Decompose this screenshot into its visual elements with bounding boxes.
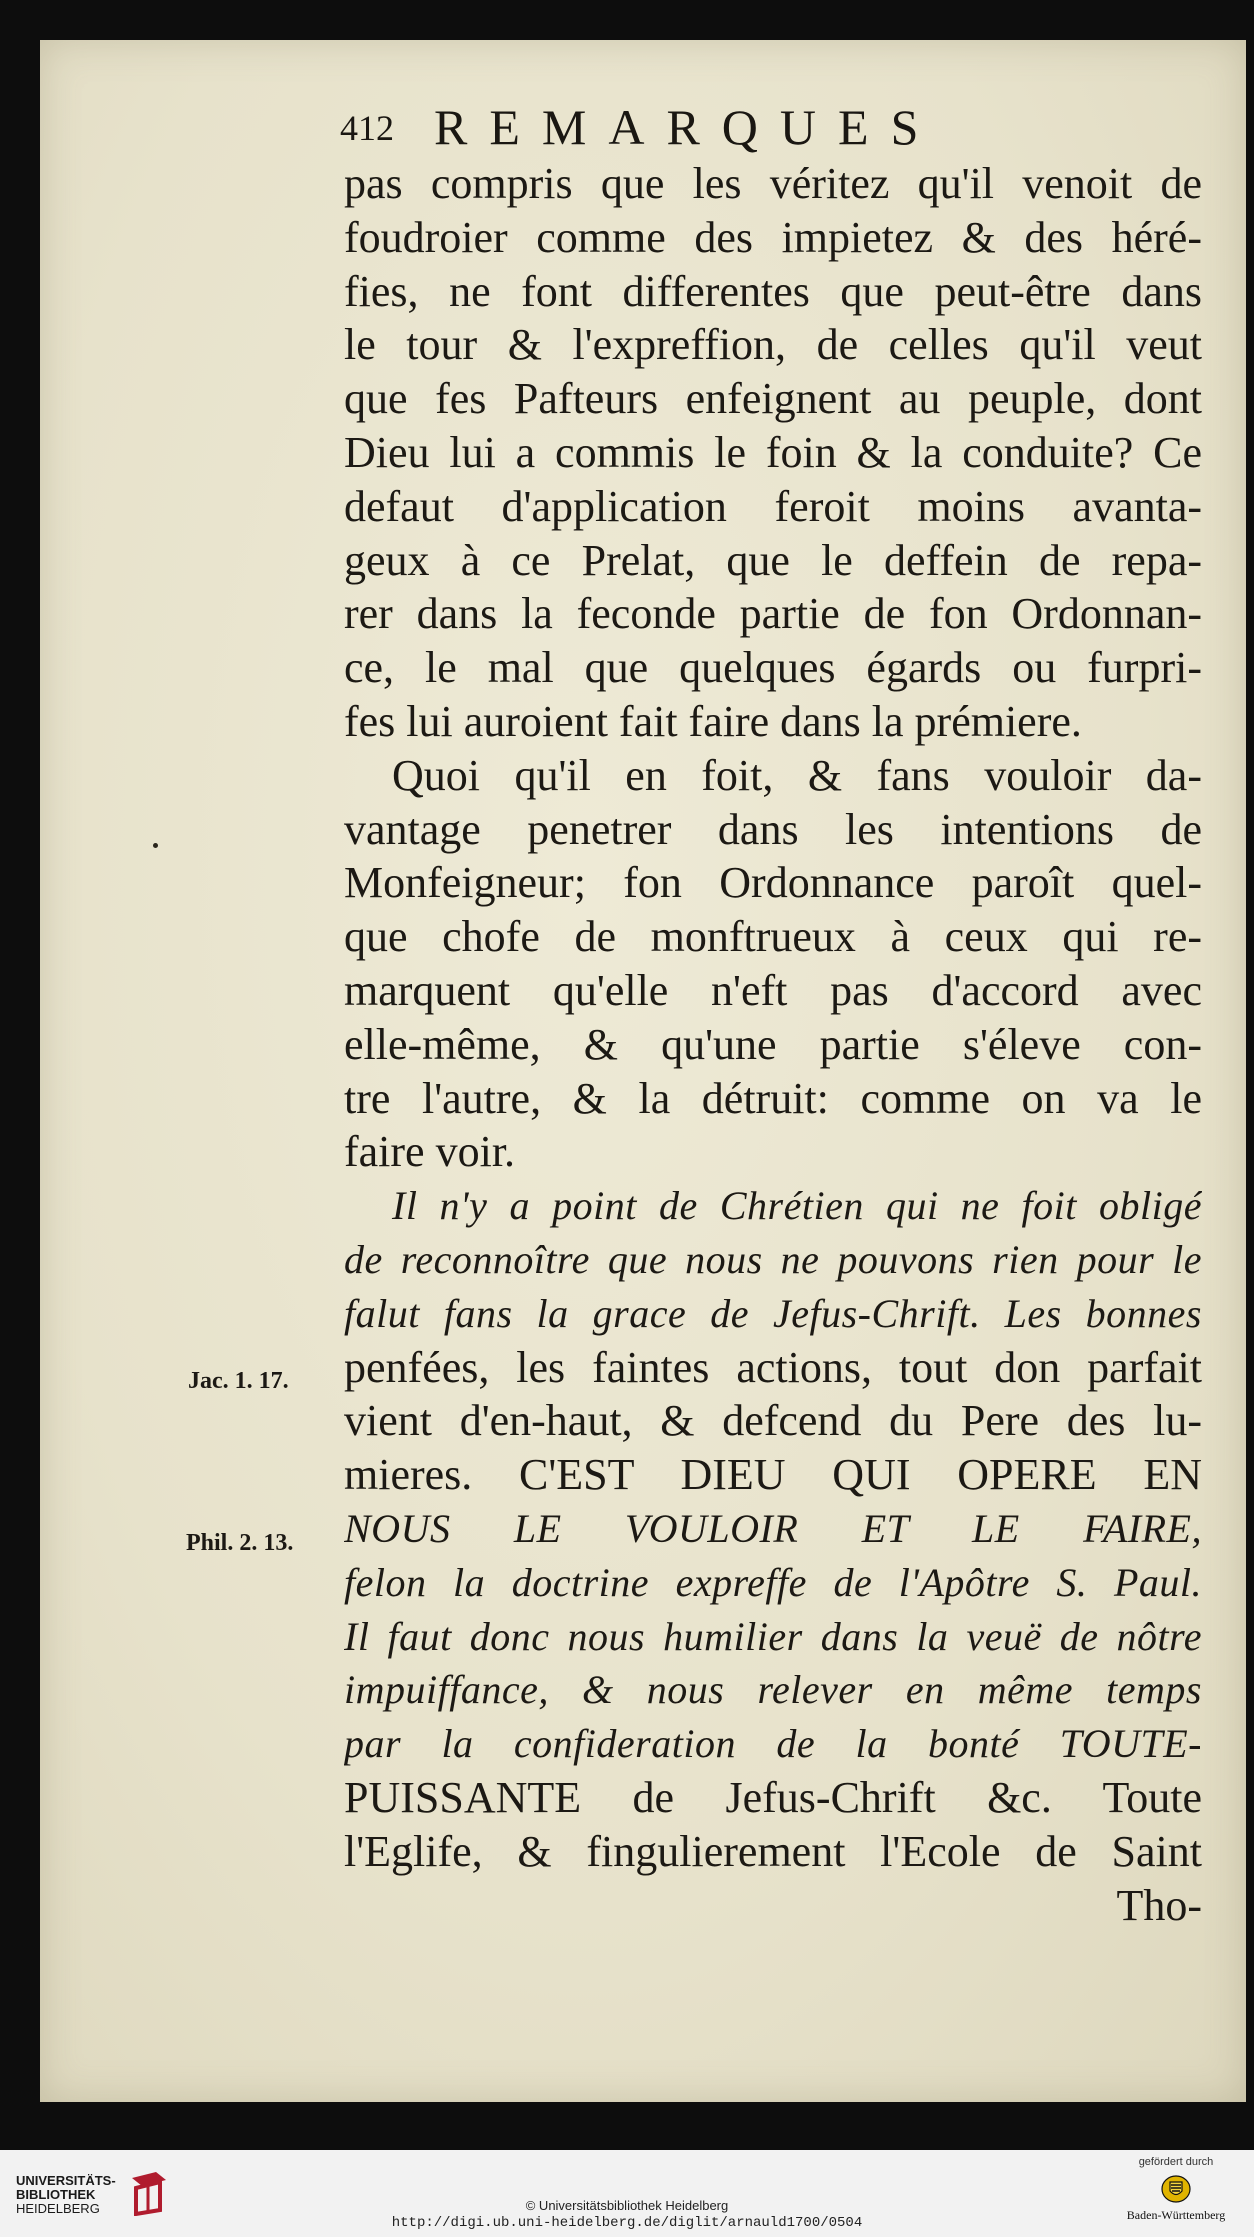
text-line: ce, le mal que quelques égards ou furpri- — [344, 643, 1202, 693]
text-line: marquent qu'elle n'eft pas d'accord avec — [344, 965, 1202, 1015]
text-line: vient d'en-haut, & defcend du Pere des lu- — [344, 1396, 1202, 1446]
text-line: fes lui auroient fait faire dans la prémiere. — [344, 696, 1082, 746]
text-line: pas compris que les véritez qu'il venoit de — [344, 159, 1202, 208]
catchword: Tho- — [1116, 1880, 1202, 1930]
text-line: foudroier comme des impietez & des héré- — [344, 212, 1202, 262]
text-line: mieres. C'EST DIEU QUI OPERE EN — [344, 1450, 1202, 1500]
text-line: defaut d'application feroit moins avanta- — [344, 481, 1202, 531]
quote-line: Il n'y a point de Chrétien qui ne foit obligé — [392, 1183, 1202, 1229]
text-line: que fes Pafteurs enfeignent au peuple, dont — [344, 374, 1202, 424]
quote-line: falut fans la grace de Jefus-Chrift. Les bonnes — [344, 1290, 1202, 1336]
permalink[interactable]: http://digi.ub.uni-heidelberg.de/diglit/arnauld1700/0504 — [391, 2215, 863, 2231]
quote-line: de reconnoître que nous ne pouvons rien pour le — [344, 1236, 1202, 1282]
text-line: penfées, les faintes actions, tout don parfait — [344, 1342, 1202, 1392]
text-line: tre l'autre, & la détruit: comme on va le — [344, 1073, 1202, 1123]
margin-note-phil: Phil. 2. 13. — [186, 1530, 294, 1556]
text-line: rer dans la feconde partie de fon Ordonnan- — [344, 589, 1202, 639]
text-line: faire voir. — [344, 1127, 516, 1177]
quote-line: NOUS LE VOULOIR ET LE FAIRE, — [344, 1505, 1202, 1551]
coat-of-arms-icon — [1161, 2174, 1191, 2204]
text-line: l'Eglife, & fingulierement l'Ecole de Saint — [344, 1826, 1202, 1876]
library-name: UNIVERSITÄTS- BIBLIOTHEK HEIDELBERG — [16, 2173, 116, 2216]
text-line: que chofe de monftrueux à ceux qui re- — [344, 912, 1202, 962]
quote-line: impuiffance, & nous relever en même temps — [344, 1667, 1202, 1713]
sponsor-name: Baden-Württemberg — [1126, 2208, 1226, 2222]
text-line: elle-même, & qu'une partie s'éleve con- — [344, 1019, 1202, 1069]
margin-mark — [153, 843, 158, 848]
running-header — [340, 98, 940, 158]
viewer-footer — [0, 2150, 1254, 2237]
sponsor-block — [1116, 2156, 1236, 2223]
margin-note-jac: Jac. 1. 17. — [188, 1368, 289, 1394]
sponsor-label: gefördert durch — [1138, 2156, 1214, 2168]
text-line: le tour & l'expreffion, de celles qu'il veut — [344, 320, 1202, 370]
text-block — [344, 157, 1202, 1932]
text-line: PUISSANTE de Jefus-Chrift &c. Toute — [344, 1772, 1202, 1822]
quote-line: felon la doctrine expreffe de l'Apôtre S. Paul. — [344, 1559, 1202, 1605]
text-line: vantage penetrer dans les intentions de — [344, 804, 1202, 854]
text-line: fies, ne font differentes que peut-être dans — [344, 266, 1202, 316]
text-line: geux à ce Prelat, que le deffein de repa- — [344, 535, 1202, 585]
quote-line: Il faut donc nous humilier dans la veuë de nôtre — [344, 1613, 1202, 1659]
quote-line: par la confideration de la bonté TOUTE- — [344, 1721, 1202, 1767]
copyright-notice: © Universitätsbibliothek Heidelberg — [525, 2198, 729, 2213]
text-line: Quoi qu'il en foit, & fans vouloir da- — [392, 750, 1202, 800]
text-line: Dieu lui a commis le foin & la conduite? Ce — [344, 427, 1202, 477]
page-number: 412 — [340, 108, 394, 148]
running-title: REMARQUES — [434, 99, 941, 155]
text-line: Monfeigneur; fon Ordonnance paroît quel- — [344, 858, 1202, 908]
